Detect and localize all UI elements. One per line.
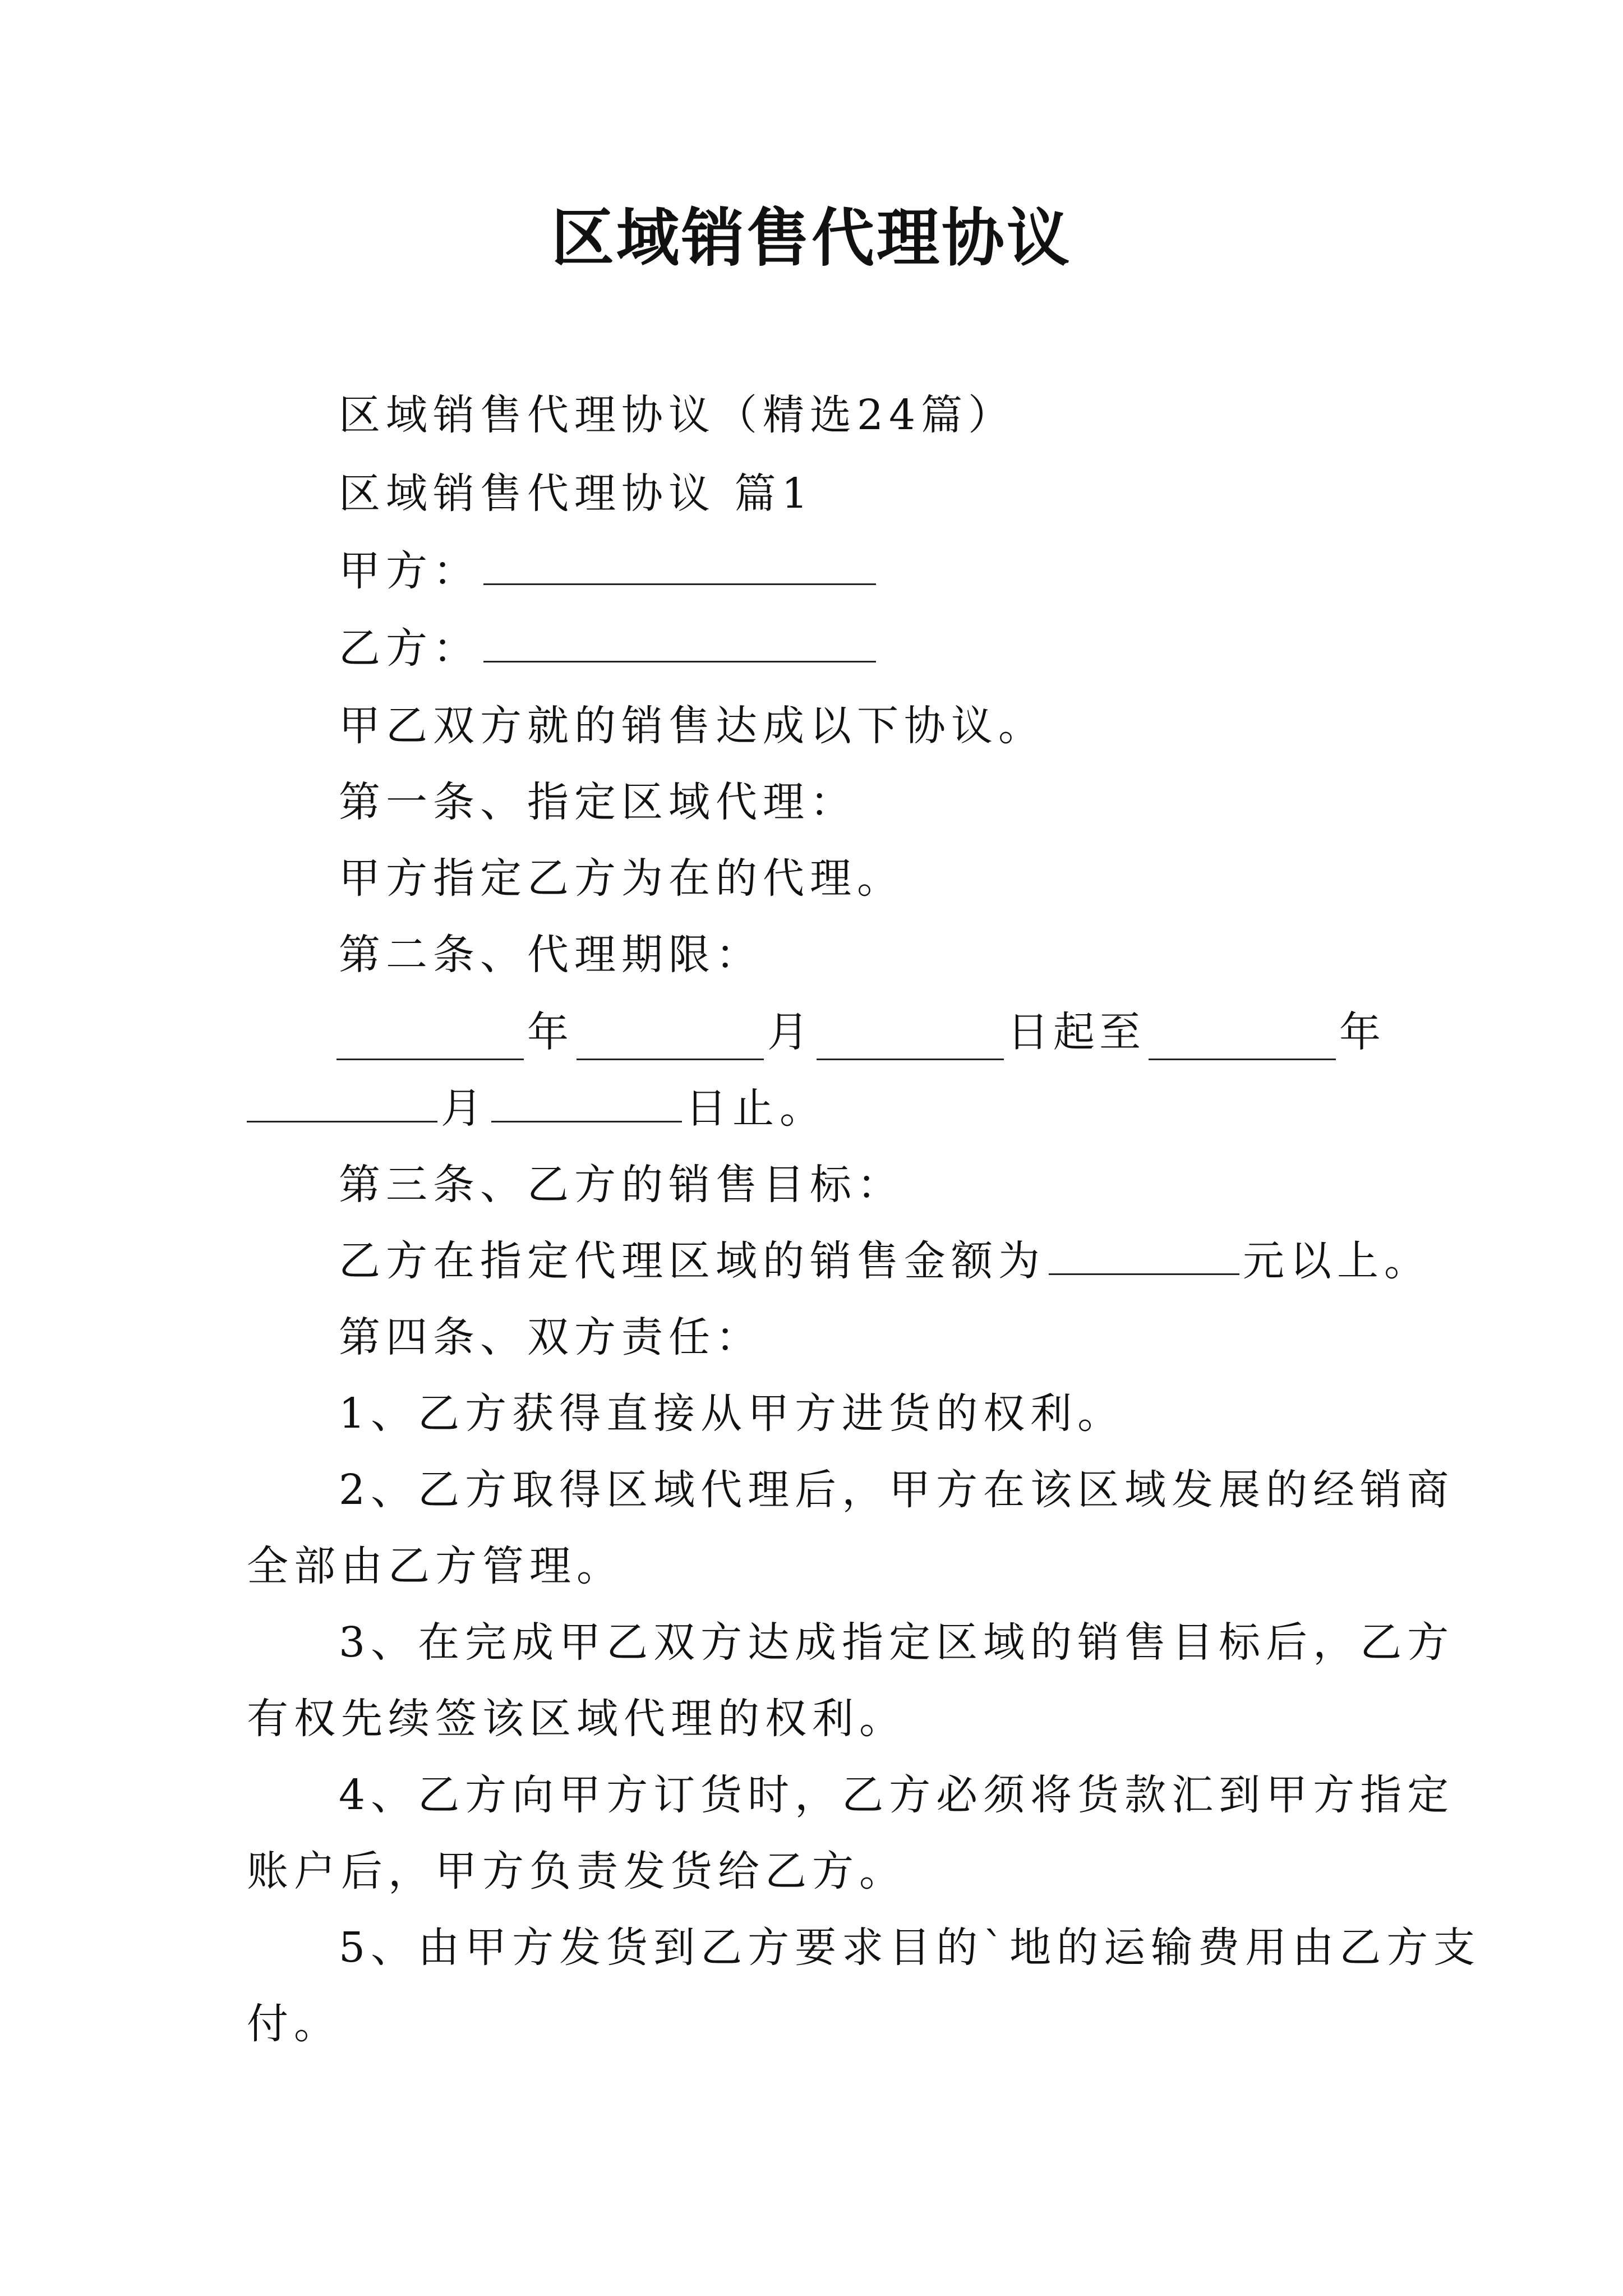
day-end-blank (491, 1082, 682, 1122)
day-to-label: 日止。 (685, 1084, 827, 1133)
article-3-text-before: 乙方在指定代理区域的销售金额为 (339, 1237, 1045, 1285)
article-2-date-line-1 (336, 1004, 1385, 1060)
article-3-text-after: 元以上。 (1243, 1237, 1431, 1285)
year-start-blank (336, 1019, 524, 1060)
intro-text: 甲乙双方就的销售达成以下协议。 (339, 702, 1045, 750)
day-from-label: 日起至 (1007, 1008, 1145, 1056)
party-b-label: 乙方： (339, 624, 480, 673)
article-3-text (247, 1233, 1431, 1289)
article-3-heading: 第三条、乙方的销售目标： (339, 1161, 904, 1209)
sales-amount-blank (1049, 1234, 1239, 1275)
list-item-2: 2、乙方取得区域代理后，甲方在该区域发展的经销商 (339, 1466, 1455, 1514)
month-start-label: 月 (767, 1008, 813, 1056)
list-item-3-continued: 有权先续签该区域代理的权利。 (247, 1695, 906, 1743)
list-item-2-continued: 全部由乙方管理。 (247, 1542, 624, 1590)
list-item-5: 5、由甲方发货到乙方要求目的`地的运输费用由乙方支 (339, 1924, 1481, 1972)
list-item-3: 3、在完成甲乙双方达成指定区域的销售目标后，乙方 (339, 1618, 1455, 1667)
article-2-heading: 第二条、代理期限： (339, 931, 763, 979)
party-a-label: 甲方： (339, 547, 480, 595)
list-item-1: 1、乙方获得直接从甲方进货的权利。 (339, 1389, 1125, 1438)
subtitle: 区域销售代理协议（精选24篇） (339, 391, 1016, 439)
day-start-blank (817, 1019, 1004, 1060)
chapter-heading: 区域销售代理协议 篇1 (339, 470, 814, 518)
party-b-blank (483, 622, 876, 662)
document-title: 区域销售代理协议 (551, 201, 1072, 275)
list-item-5-continued: 付。 (247, 2000, 341, 2048)
list-item-4: 4、乙方向甲方订货时，乙方必须将货款汇到甲方指定 (339, 1771, 1455, 1819)
article-1-text: 甲方指定乙方为在的代理。 (339, 854, 904, 903)
month-start-blank (577, 1019, 764, 1060)
party-a-blank (483, 544, 876, 585)
month-end-label: 月 (441, 1084, 488, 1133)
month-end-blank (247, 1082, 437, 1122)
article-4-heading: 第四条、双方责任： (339, 1313, 763, 1361)
party-b-line (247, 620, 1385, 677)
list-item-4-continued: 账户后，甲方负责发货给乙方。 (247, 1847, 906, 1895)
article-1-heading: 第一条、指定区域代理： (339, 778, 857, 826)
year-end-label: 年 (1339, 1008, 1385, 1056)
year-end-blank (1149, 1019, 1336, 1060)
year-start-label: 年 (527, 1008, 573, 1056)
party-a-line (247, 543, 1385, 599)
article-2-date-line-2 (247, 1080, 1385, 1137)
